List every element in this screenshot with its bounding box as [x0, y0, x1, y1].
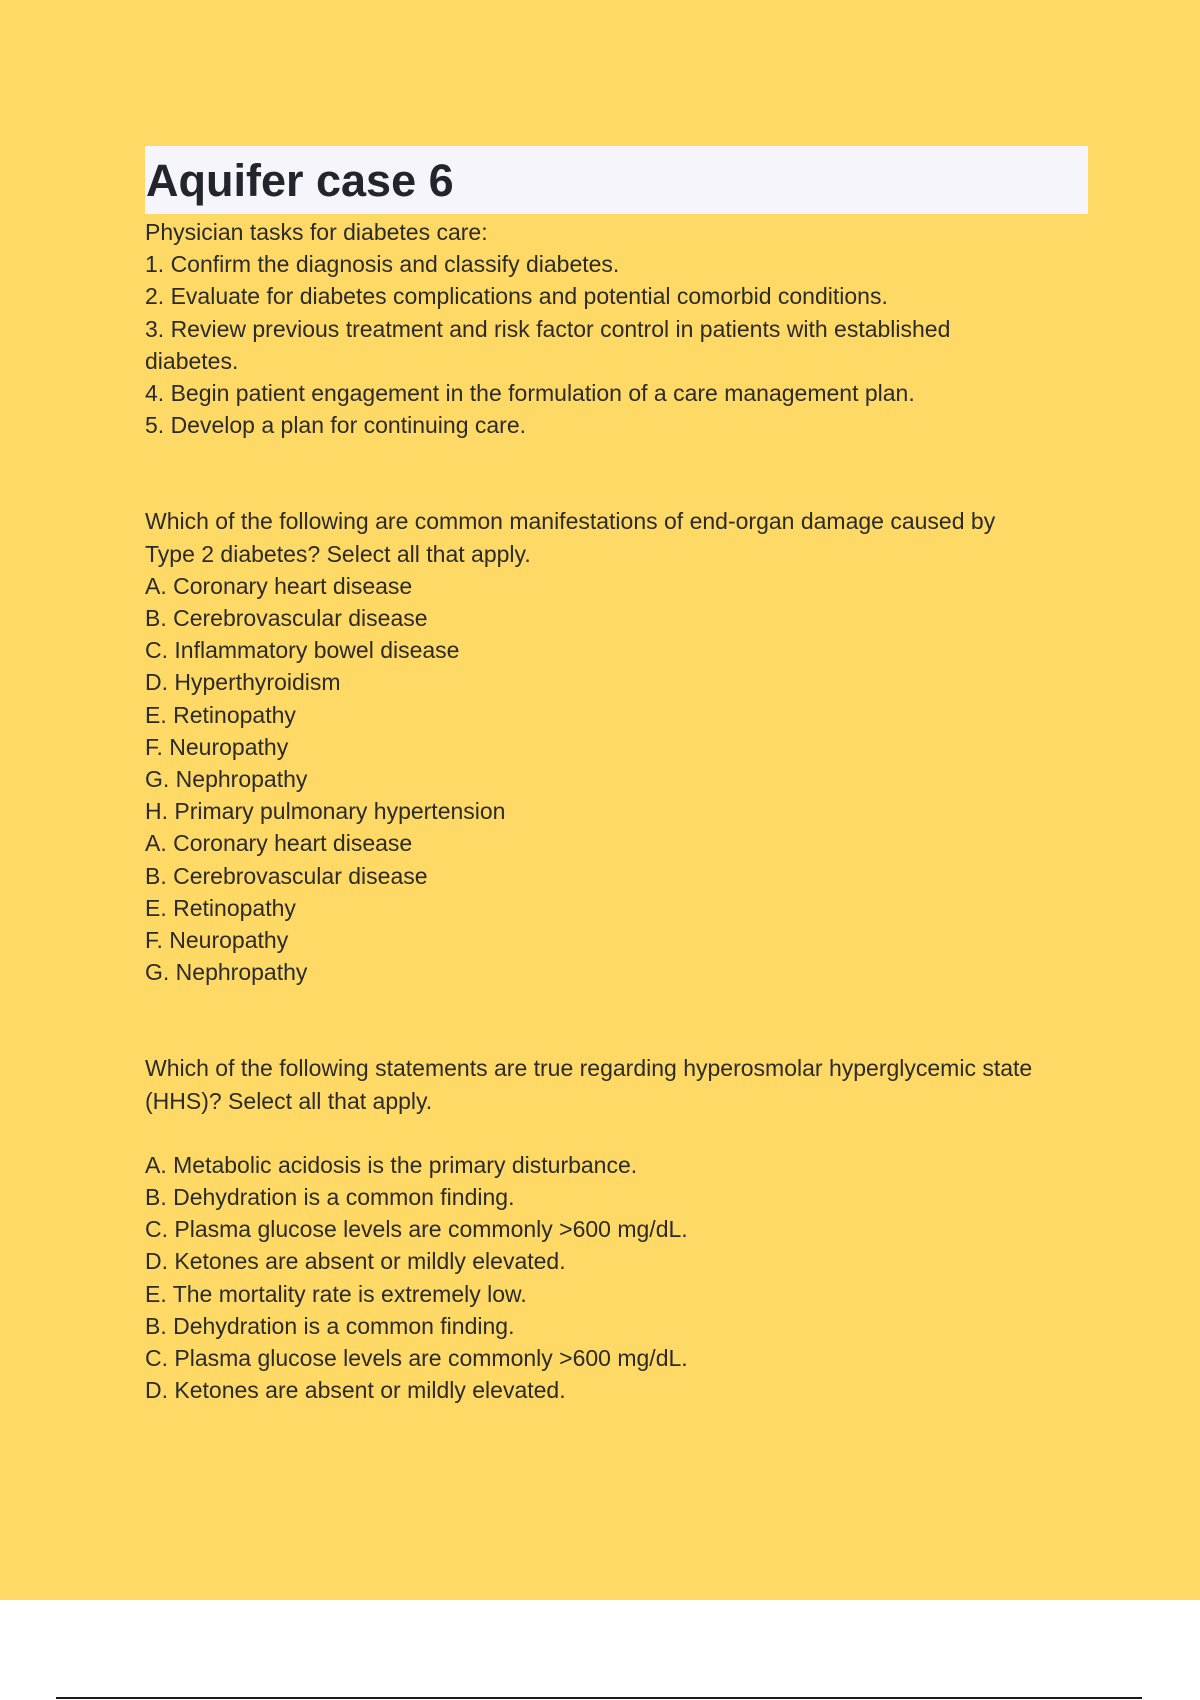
question-option: C. Plasma glucose levels are commonly >600 mg/dL. [145, 1216, 688, 1243]
question-option: G. Nephropathy [145, 766, 308, 793]
spacer [145, 988, 1088, 1052]
task-item: 1. Confirm the diagnosis and classify diabetes. [145, 251, 620, 278]
question-option: A. Metabolic acidosis is the primary disturbance. [145, 1151, 638, 1178]
question-option: D. Ketones are absent or mildly elevated. [145, 1248, 566, 1275]
question-option: B. Cerebrovascular disease [145, 605, 428, 632]
question-option: E. Retinopathy [145, 701, 296, 728]
question-text: (HHS)? Select all that apply. [145, 1087, 433, 1114]
task-item: 4. Begin patient engagement in the formulation of a care management plan. [145, 380, 915, 407]
title-banner [145, 146, 1088, 214]
footer-divider [56, 1697, 1142, 1699]
answer-item: D. Ketones are absent or mildly elevated. [145, 1377, 566, 1404]
task-item-continuation: diabetes. [145, 347, 239, 374]
question-option: D. Hyperthyroidism [145, 669, 341, 696]
question-option: H. Primary pulmonary hypertension [145, 798, 506, 825]
question-1 [145, 505, 1088, 988]
answer-item: A. Coronary heart disease [145, 830, 413, 857]
task-item: 5. Develop a plan for continuing care. [145, 412, 527, 439]
spacer [145, 1117, 1088, 1149]
spacer [145, 441, 1088, 505]
section-heading: Physician tasks for diabetes care: [145, 219, 488, 245]
answer-item: F. Neuropathy [145, 927, 289, 954]
question-text: Which of the following statements are true regarding hyperosmolar hyperglycemic state [145, 1055, 1033, 1082]
question-option: A. Coronary heart disease [145, 572, 413, 599]
question-2 [145, 1052, 1088, 1406]
task-item: 2. Evaluate for diabetes complications and potential comorbid conditions. [145, 283, 888, 310]
answer-item: G. Nephropathy [145, 959, 308, 986]
physician-tasks-section [145, 216, 1088, 441]
question-option: C. Inflammatory bowel disease [145, 637, 460, 664]
answer-item: B. Dehydration is a common finding. [145, 1312, 515, 1339]
question-option: E. The mortality rate is extremely low. [145, 1280, 527, 1307]
question-option: F. Neuropathy [145, 733, 289, 760]
answer-item: B. Cerebrovascular disease [145, 862, 428, 889]
document-content [145, 146, 1088, 1407]
task-item: 3. Review previous treatment and risk factor control in patients with established [145, 315, 951, 342]
answer-item: C. Plasma glucose levels are commonly >600 mg/dL. [145, 1345, 688, 1372]
answer-item: E. Retinopathy [145, 894, 296, 921]
question-text: Type 2 diabetes? Select all that apply. [145, 540, 531, 567]
question-option: B. Dehydration is a common finding. [145, 1184, 515, 1211]
page-title: Aquifer case 6 [146, 154, 454, 206]
question-text: Which of the following are common manifestations of end-organ damage caused by [145, 508, 996, 535]
